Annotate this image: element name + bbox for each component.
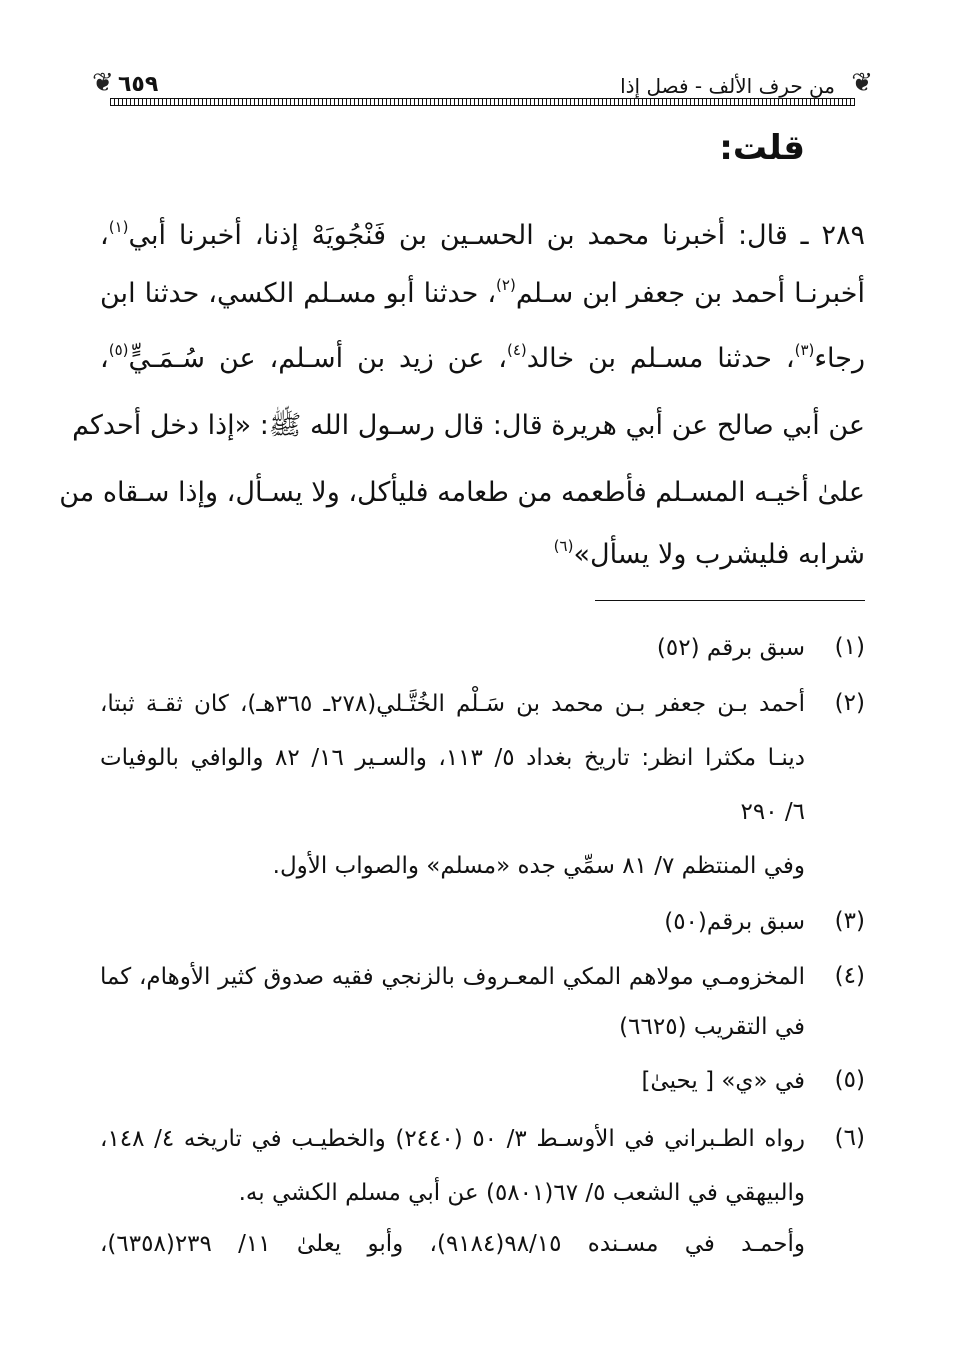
text-line-6: شرابه فليشرب ولا يسأل»$^{(٦)}$	[553, 537, 865, 570]
footnote-number: (٥)	[834, 1067, 865, 1093]
footnote-line: ٦/ ٢٩٠	[740, 799, 805, 825]
running-header	[92, 64, 873, 108]
footnote-number: (٤)	[834, 963, 865, 989]
footnote-line: وفي المنتظم ٧/ ٨١ سمِّي جده «مسلم» والصواب الأول.	[272, 853, 805, 879]
section-heading: قلت:	[719, 128, 805, 168]
footnote-line: سبق برقم(٥٠)	[664, 909, 805, 935]
footnote-line: دينـا مكثرا انظر: تاريخ بغداد ٥/ ١١٣، والسـير ١٦/ ٨٢ والوافي بالوفيات	[100, 745, 805, 771]
footnote-line: المخزومـي مولاهم المكي المعـروف بالزنجي فقيه صدوق كثير الأوهام، كما	[100, 964, 805, 990]
ornament-right-icon: ❦	[851, 68, 873, 98]
footnote-line: أحمد بـن جعفر بـن محمد بن سَـلْم الخُتَّـلي(٢٧٨ـ ٣٦٥هـ)، كان ثقـة ثبتا،	[100, 691, 805, 717]
footnote-line: سبق برقم (٥٢)	[656, 635, 805, 661]
chapter-title: من حرف الألف - فصل إذا	[620, 74, 835, 98]
footnote-number: (١)	[834, 634, 865, 660]
footnote-line: في «ي» [ يحيىٰ]	[641, 1068, 805, 1094]
ornament-left-icon: ❦	[92, 68, 114, 98]
footnote-divider	[595, 600, 865, 601]
footnote-line: والبيهقي في الشعب ٥/ ٦٧(٥٨٠١) عن أبي مسلم الكشي به.	[238, 1180, 805, 1206]
header-rule	[110, 98, 855, 106]
footnote-line: وأحمـد في مسـنده ٩٨/١٥(٩١٨٤)، وأبو يعلىٰ ١١/ ٢٣٩(٦٣٥٨)،	[100, 1231, 805, 1257]
text-line-3: رجاء$^{(٣)}$، حدثنا مسـلم بن خالد$^{(٤)}$، عن زيد بن أسـلم، عن سُـمَـيٍّ$^{(٥)}$،	[100, 341, 866, 374]
footnote-line: رواه الطـبراني في الأوسـط ٣/ ٥٠ (٢٤٤٠) والخطيـب في تاريخه ٤/ ١٤٨،	[100, 1126, 806, 1152]
text-line-5: علىٰ أخيـه المسـلم فأطعمه من طعامه فليأكل، ولا يسـأل، وإذا سـقاه من	[59, 477, 865, 508]
text-line-1: ٢٨٩ ـ قال: أخبرنا محمد بن الحسـين بن فَنْجُويَهْ إذنا، أخبرنا أبي$^{(١)}$،	[100, 218, 865, 251]
footnote-number: (٦)	[834, 1125, 865, 1151]
footnote-line: في التقريب (٦٦٢٥)	[619, 1014, 805, 1040]
footnote-number: (٣)	[834, 908, 865, 934]
text-line-2: أخبرنـا أحمد بن جعفر ابن سـلم$^{(٢)}$، حدثنا أبو مسـلم الكسي، حدثنا ابن	[100, 276, 865, 309]
page-number: ٦٥٩	[118, 72, 159, 97]
text-line-4: عن أبي صالح عن أبي هريرة قال: قال رسـول الله ﷺ: «إذا دخل أحدكم	[72, 410, 865, 441]
footnote-number: (٢)	[834, 690, 865, 716]
